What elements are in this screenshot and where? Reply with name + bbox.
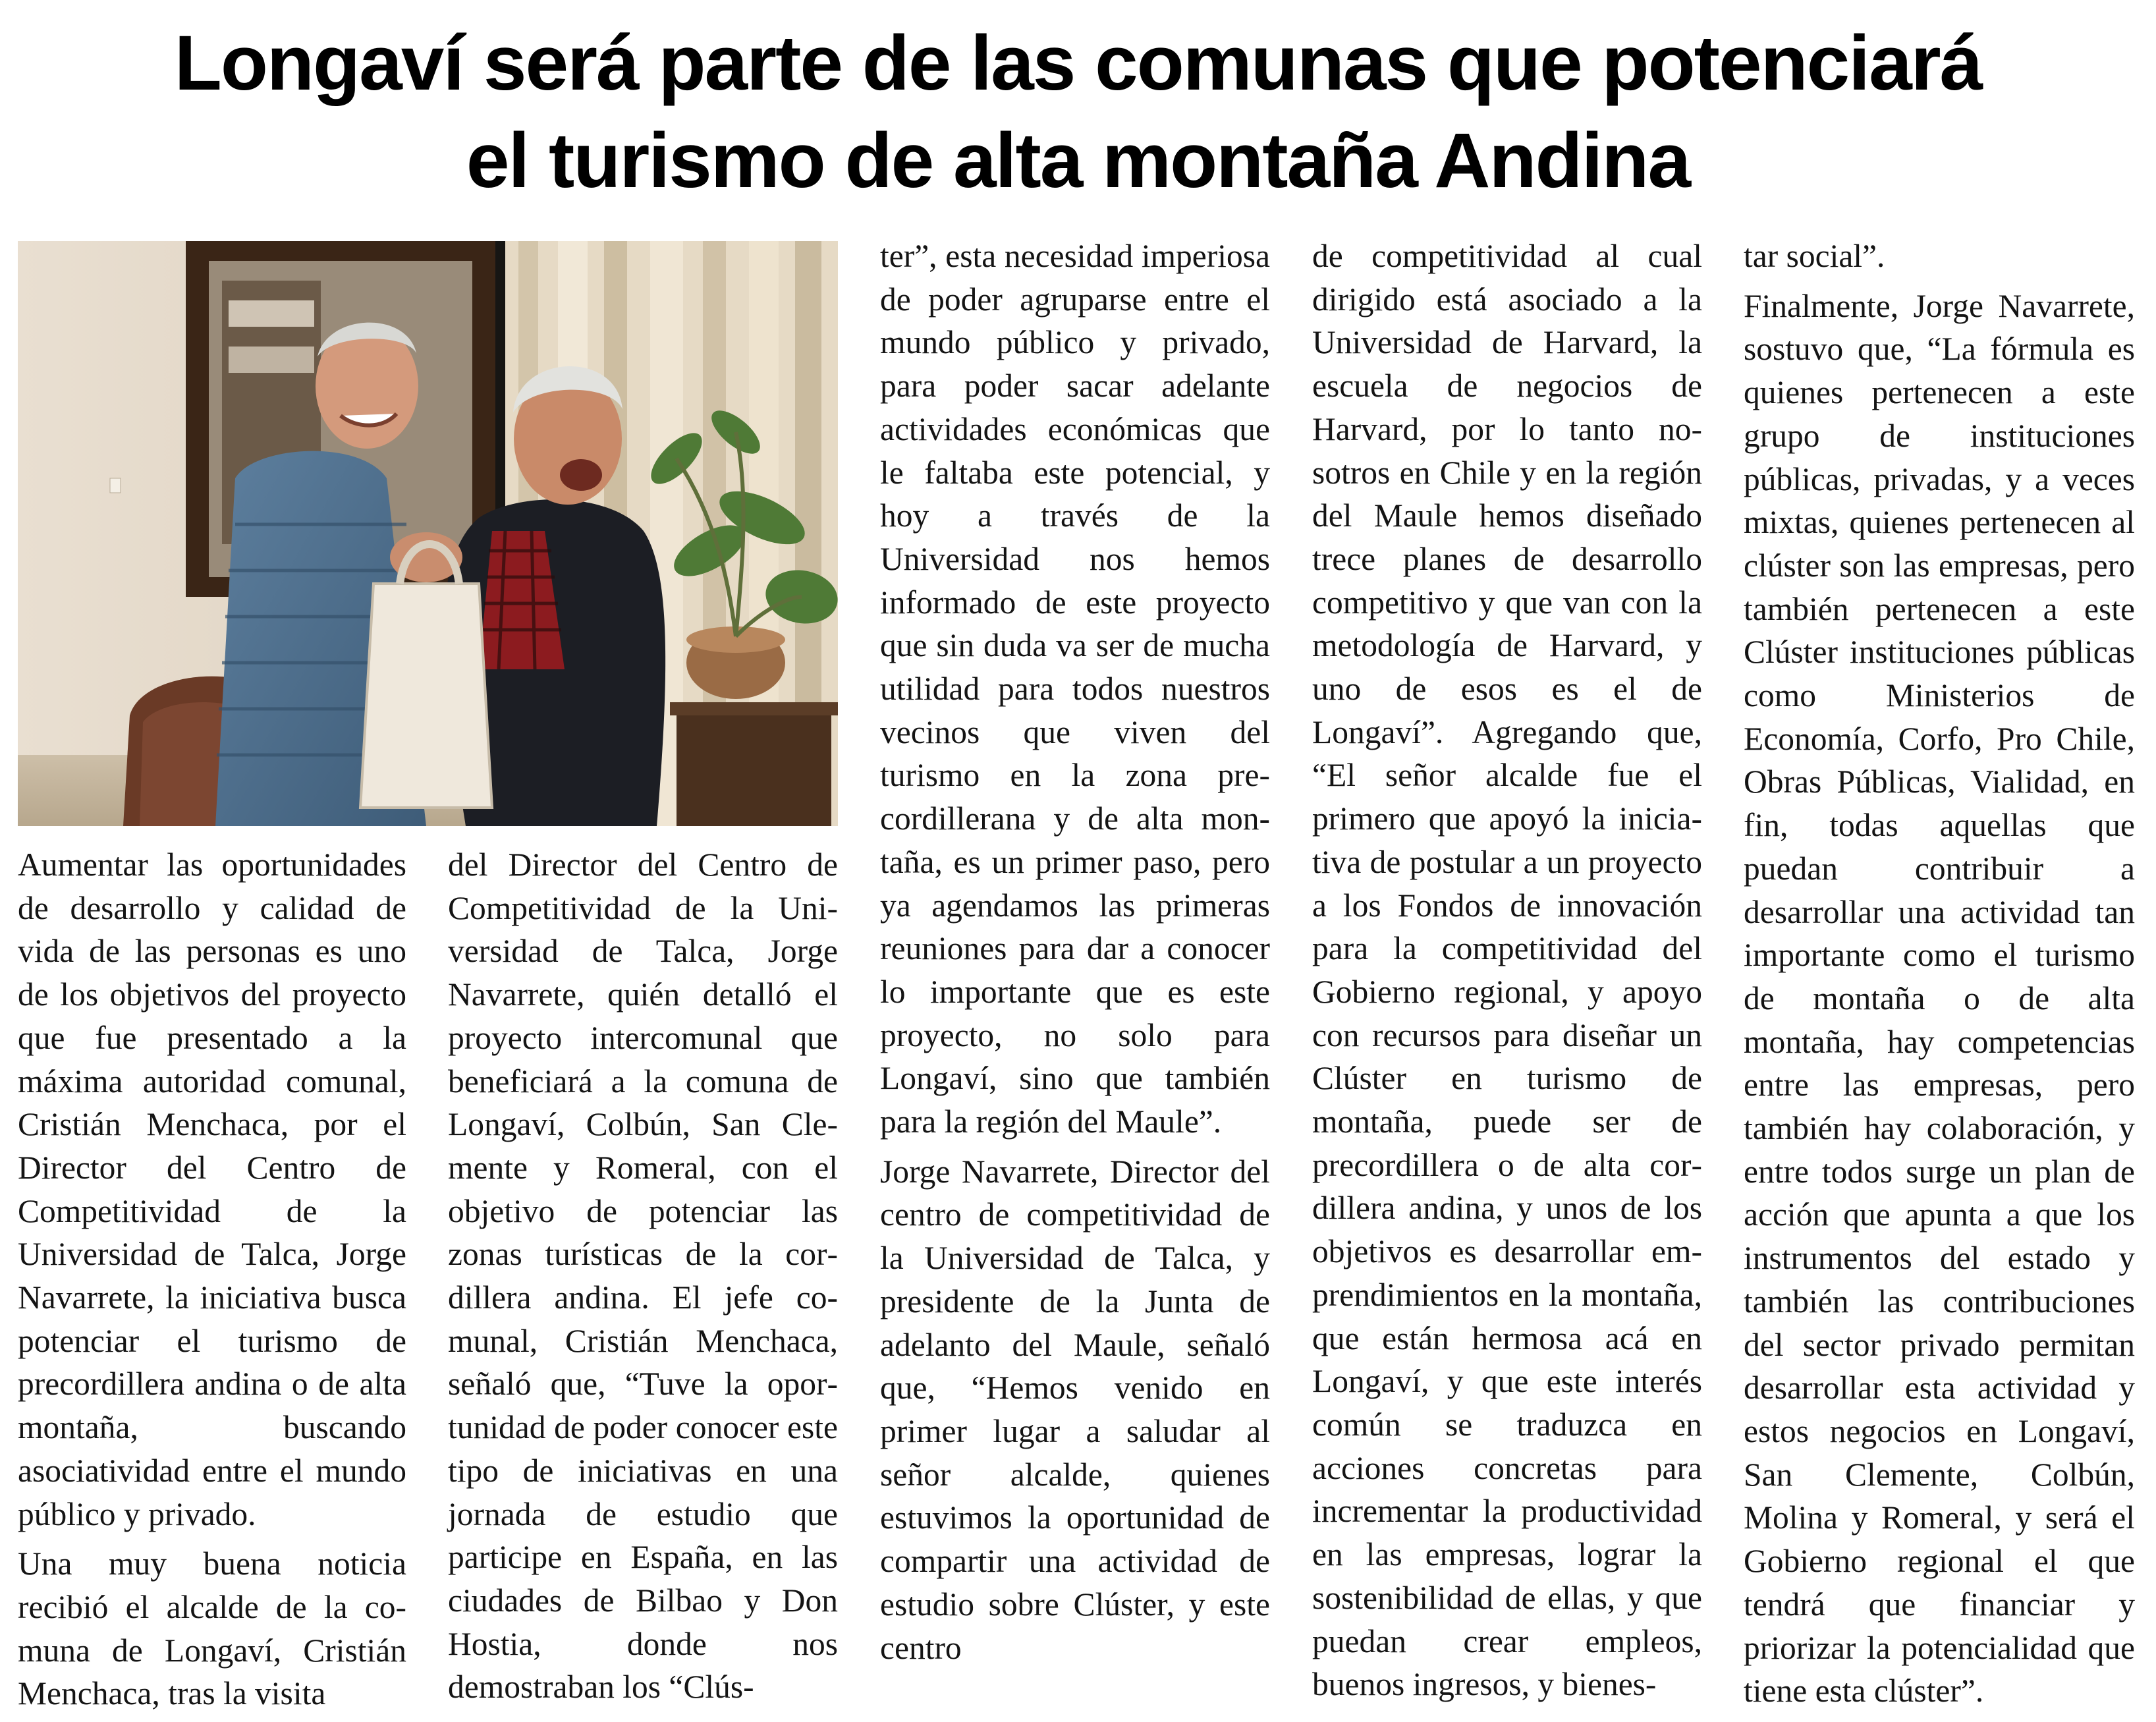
article-column-2: [448, 843, 838, 1715]
article-column-5: [1744, 235, 2135, 1719]
article-column-3: [880, 235, 1270, 1676]
paragraph: ter”, esta necesidad imperiosa de poder agruparse entre el mundo público y privado, para poder sacar adelante actividades económicas que le faltaba este potencial, y hoy a través de la Universidad nos hemos informado de este proyecto que sin duda va ser de mucha utilidad para todos nuestros vecinos que viven del turismo en la zona precordillerana y de alta montaña, es un primer paso, pero ya agendamos las primeras reuniones para dar a conocer lo importante que es este proyecto, no solo para Longaví, sino que también para la región del Maule”.: [880, 238, 1270, 1140]
paragraph: Jorge Navarrete, Director del centro de competitividad de la Universidad de Talca, y presidente de la Junta de adelanto del Maule, señaló que, “Hemos venido en primer lugar a saludar al señor alcalde, quienes estuvimos la oportunidad de compartir una actividad de estudio sobre Clúster, y este centro: [880, 1153, 1270, 1666]
article-column-1: [18, 843, 406, 1722]
headline-line-2: el turismo de alta montaña Andina: [466, 117, 1690, 204]
paragraph: Una muy buena noticia recibió el alcalde de la comuna de Longaví, Cristián Menchaca, tras la visita: [18, 1545, 406, 1712]
paragraph: del Director del Centro de Competitividad de la Universidad de Talca, Jorge Navarrete, quién detalló el proyecto intercomunal que beneficiará a la comuna de Longaví, Colbún, San Clemente y Romeral, con el objetivo de potenciar las zonas turísticas de la cordillera andina. El jefe comunal, Cristián Menchaca, señaló que, “Tuve la oportunidad de poder conocer este tipo de iniciativas en una jornada de estudio que participe en España, en las ciudades de Bilbao y Don Hostia, donde nos demostraban los “Clús-: [448, 847, 838, 1706]
paragraph: tar social”.: [1744, 238, 1885, 274]
headline-line-1: Longaví será parte de las comunas que potenciará: [174, 20, 1982, 107]
paragraph: de competitividad al cual dirigido está asociado a la Universidad de Harvard, la escuela de negocios de Harvard, por lo tanto nosotros en Chile y en la región del Maule hemos diseñado trece planes de desarrollo competitivo y que van con la metodología de Harvard, y uno de esos es el de Longaví”. Agregando que, “El señor alcalde fue el primero que apoyó la iniciativa de postular a un proyecto a los Fondos de innovación para la competitividad del Gobierno regional, y apoyo con recursos para diseñar un Clúster en turismo de montaña, puede ser de precordillera o de alta cordillera andina, y unos de los objetivos es desarrollar emprendimientos en la montaña, que están hermosa acá en Longaví, y que este interés común se traduzca en acciones concretas para incrementar la productividad en las empresas, lograr la sostenibilidad de ellas, y que puedan crear empleos, buenos ingresos, y bienes-: [1312, 238, 1702, 1703]
paragraph: Aumentar las oportunidades de desarrollo y calidad de vida de las personas es uno de los objetivos del proyecto que fue presentado a la máxima autoridad comunal, Cristián Menchaca, por el Director del Centro de Competitividad de la Universidad de Talca, Jorge Navarrete, la iniciativa busca potenciar el turismo de precordillera andina o de alta montaña, buscando asociatividad entre el mundo público y privado.: [18, 847, 406, 1532]
article-column-4: [1312, 235, 1702, 1713]
article-photo: [18, 241, 838, 826]
article-headline: [0, 14, 2156, 209]
paragraph: Finalmente, Jorge Navarrete, sostuvo que, “La fórmula es quienes pertenecen a este grupo de instituciones públicas, privadas, y a veces mixtas, quienes pertenecen al clúster son las empresas, pero también pertenecen a este Clúster instituciones públicas como Ministerios de Economía, Corfo, Pro Chile, Obras Públicas, Vialidad, en fin, todas aquellas que puedan contribuir a desarrollar una actividad tan importante como el turismo de montaña o de alta montaña, hay competencias entre las empresas, pero también hay colaboración, y entre todos surge un plan de acción que apunta a que los instrumentos del estado y también las contribuciones del sector privado permitan desarrollar esta actividad y estos negocios en Longaví, San Clemente, Colbún, Molina y Romeral, y será el Gobierno regional el que tendrá que financiar y priorizar la potencialidad que tiene esta clúster”.: [1744, 287, 2135, 1709]
